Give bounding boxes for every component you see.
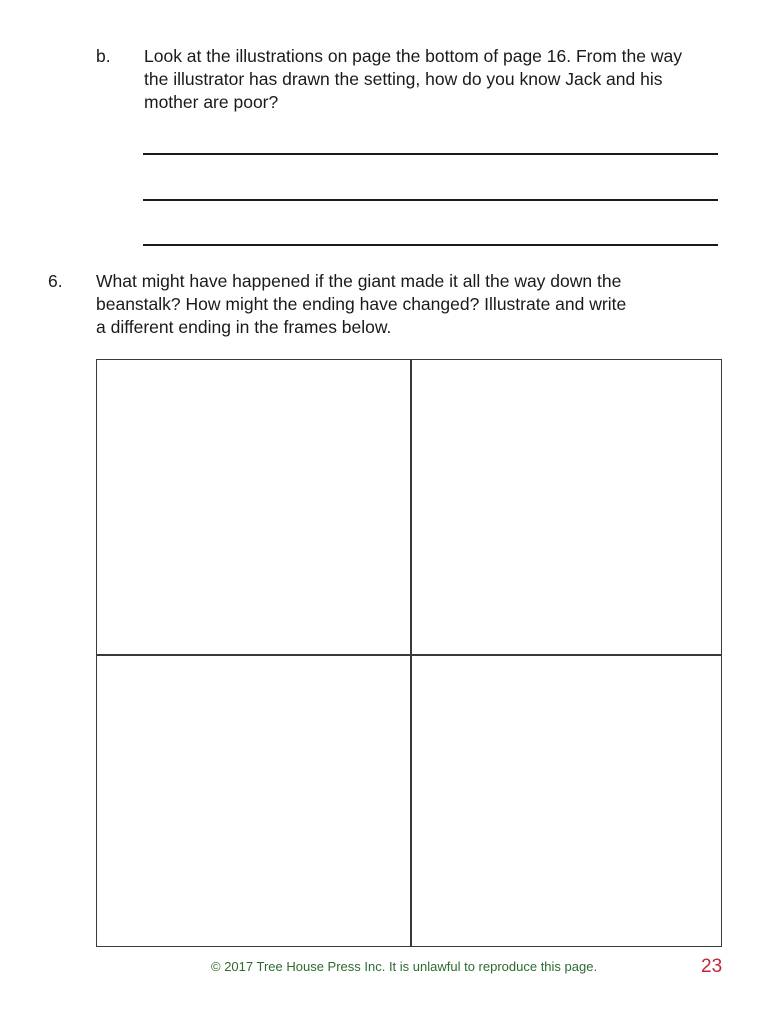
illustration-frames-grid	[96, 359, 722, 947]
frame-divider-horizontal	[97, 654, 721, 656]
question-b-text	[144, 45, 682, 114]
question-6-label: 6.	[48, 271, 63, 291]
frame-top-right[interactable]	[411, 360, 722, 654]
page-number: 23	[701, 956, 723, 977]
question-b-line-3: mother are poor?	[144, 92, 279, 112]
question-b-label: b.	[96, 46, 111, 66]
frame-top-left[interactable]	[97, 360, 410, 654]
question-6-text	[96, 270, 626, 339]
answer-line-3[interactable]	[143, 244, 718, 246]
frame-bottom-right[interactable]	[411, 655, 722, 946]
frame-divider-vertical	[410, 360, 412, 946]
answer-line-2[interactable]	[143, 199, 718, 201]
copyright-notice: © 2017 Tree House Press Inc. It is unlawful to reproduce this page.	[211, 959, 598, 974]
question-b-line-2: the illustrator has drawn the setting, how do you know Jack and his	[144, 69, 663, 89]
question-6-line-1: What might have happened if the giant made it all the way down the	[96, 271, 622, 291]
answer-line-1[interactable]	[143, 153, 718, 155]
question-6-line-3: a different ending in the frames below.	[96, 317, 392, 337]
question-6-line-2: beanstalk? How might the ending have changed? Illustrate and write	[96, 294, 627, 314]
question-b-line-1: Look at the illustrations on page the bottom of page 16. From the way	[144, 46, 682, 66]
frame-bottom-left[interactable]	[97, 655, 410, 946]
